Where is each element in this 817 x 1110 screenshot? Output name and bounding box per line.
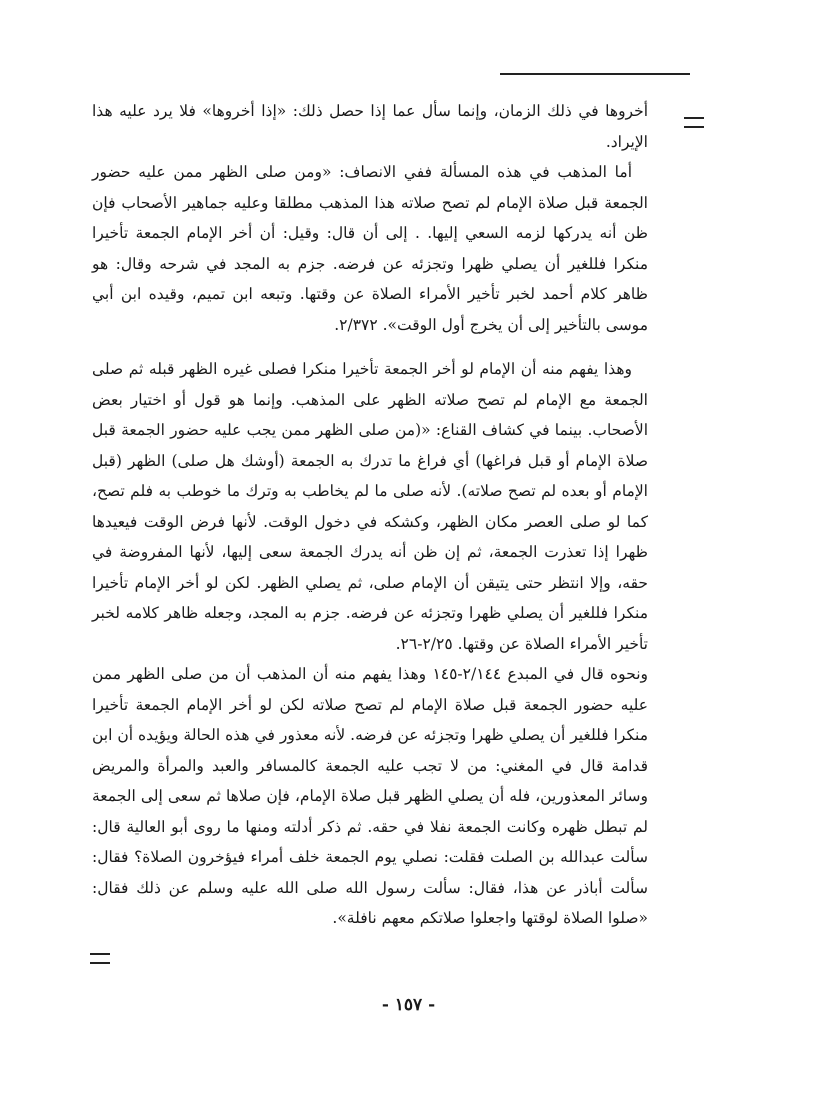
paragraph: أما المذهب في هذه المسألة ففي الانصاف: «ومن صلى الظهر ممن عليه حضور الجمعة قبل صلاة الإمام لم تصح صلاته هذا المذهب مطلقا وعليه جماهير الأصحاب فإن ظن أنه يدركها لزمه السعي إليها. . إلى أن قال: وقيل: أن أخر الإمام الجمعة تأخيرا منكرا فللغير أن يصلي ظهرا وتجزئه عن فرضه. جزم به المجد في شرحه وقال: هو ظاهر كلام أحمد لخبر تأخير الأمراء الصلاة عن وقتها. وتبعه ابن تميم، وقيده ابن أبي موسى بالتأخير إلى أن يخرج أول الوقت». ٢/٣٧٢. — [92, 163, 648, 334]
paragraph: ونحوه قال في المبدع ٢/١٤٤-١٤٥ وهذا يفهم منه أن المذهب أن من صلى الظهر ممن عليه حضور الجمعة قبل صلاة الإمام لم تصح صلاته لكن لو أخر الإمام الجمعة تأخيرا منكرا فللغير أن يصلي ظهرا وتجزئه عن فرضه. لأنه معذور في هذه الحالة ويؤيده أن ابن قدامة قال في المغني: من لا تجب عليه الجمعة كالمسافر والعبد والمرأة والمريض وسائر المعذورين، فله أن يصلي الظهر قبل صلاة الإمام، فإن صلاها ثم سعى إلى الجمعة لم تبطل ظهره وكانت الجمعة نفلا في حقه. ثم ذكر أدلته ومنها ما روى أبو العالية قال: سألت عبدالله بن الصلت فقلت: نصلي يوم الجمعة خلف أمراء فيؤخرون الصلاة؟ فقال: سألت أباذر عن هذا، فقال: سألت رسول الله صلى الله عليه وسلم عن ذلك فقال: «صلوا الصلاة لوقتها واجعلوا صلاتكم معهم نافلة». — [92, 665, 648, 927]
header-rule — [500, 73, 690, 75]
paragraph: وهذا يفهم منه أن الإمام لو أخر الجمعة تأخيرا منكرا فصلى غيره الظهر قبله ثم صلى الجمعة مع الإمام لم تصح صلاته الظهر على المذهب. وإنما هو قول أو اختيار بعض الأصحاب. بينما في كشاف القناع: «(من صلى الظهر ممن يجب عليه حضور الجمعة قبل صلاة الإمام أو قبل فراغها) أي فراغ ما تدرك به الجمعة (أوشك هل صلى) الظهر (قبل الإمام أو بعده لم تصح صلاته). لأنه صلى ما لم يخاطب به وترك ما خوطب به فلم تصح، كما لو صلى العصر مكان الظهر، وكشكه في دخول الوقت. لأنها فرض الوقت فيعيدها ظهرا إذا تعذرت الجمعة، ثم إن ظن أنه يدرك الجمعة سعى إليها، لأنها المفروضة في حقه، وإلا انتظر حتى يتيقن أن الإمام صلى، ثم يصلي الظهر. لكن لو أخر الإمام تأخيرا منكرا فللغير أن يصلي ظهرا وتجزئه عن فرضه. جزم به المجد، وجعله ظاهر كلامه لخبر تأخير الأمراء الصلاة عن وقتها. ٢/٢٥-٢٦. — [92, 360, 648, 653]
paragraph: أخروها في ذلك الزمان، وإنما سأل عما إذا حصل ذلك: «إذا أخروها» فلا يرد عليه هذا الإيراد. — [92, 102, 648, 151]
footnote-continuation-mark — [684, 117, 704, 128]
footnote-text — [92, 96, 648, 934]
page-number: - ١٥٧ - — [381, 995, 436, 1015]
footnote-continues-mark — [90, 953, 110, 964]
